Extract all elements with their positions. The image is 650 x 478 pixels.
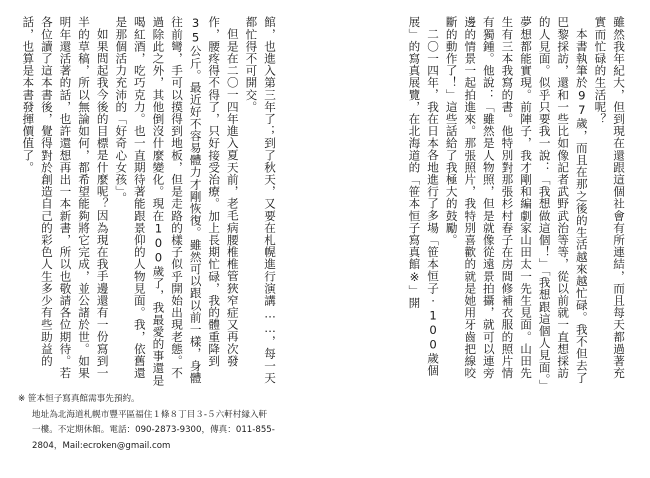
right-page-body — [343, 16, 628, 388]
right-page — [325, 0, 650, 478]
footnote-mail: 2804，Mail:ecroken@gmail.com — [32, 440, 171, 451]
paragraph: 二〇一四年，我在日本各地進行了多場「笹本恒子‧100歲個展」的寫真展覽，在北海道的「笹本恒子寫真館※」開 — [407, 16, 441, 376]
left-page-body — [14, 16, 279, 388]
paragraph: 本書執筆於97歲，而且在那之後的生活越來越忙碌。我不但去了巴黎採訪，還和一些比如像記者武野武治等等，從以前就一直想採訪的人見面。似乎只要我一說：「我想做這個！」「我想跟這個人見面。」夢想都能實現。前陣子，我才剛和編劇家山田太一先生見面。山田先生有三本我寫的書。他特別對那張杉村春子在房間修補衣服的照片情有獨鍾。他說：「雖然是人物照，但是就像從遠景拍攝，就可以連旁邊的情景一起拍進來。那張照片，我特別喜歡的就是她用牙齒把線咬斷的動作了！」這些話給了我極大的鼓勵。 — [444, 16, 589, 386]
footnote — [18, 392, 310, 454]
footnote-address: 地址為北海道札幌市豐平區福住１條８丁目３-５六軒村縁入軒 — [32, 409, 268, 420]
paragraph: 如果問起我今後的目標是什麼呢？因為現在我手邊還有一份寫到一半的草稿，所以無論如何，都希望能夠將它完成，並公諸於世。如果明年還活著的話，也許還想再出一本新書，所以也敬請各位期待。若各位讀了這本書後，覺得對於創造自己的彩色人生多少有些助益的話，也算是本書發揮價值了。 — [21, 16, 110, 379]
footnote-contact: 一樓。不定期休館。電話：090-2873-9300，傳真：011-855- — [32, 425, 275, 435]
paragraph: 館，也進入第三年了；到了秋天，又要在札幌進行演講……，每一天都忙得不可開交。 — [244, 16, 277, 384]
footnote-note: ※ 笹本恒子寫真館需事先預約。 — [18, 394, 140, 404]
paragraph: 雖然我年紀大，但到現在還跟這個社會有所連結，而且每天都過著充實而忙碌的生活呢？ — [593, 16, 626, 379]
paragraph: 但是在二〇一四年進入夏天前，老毛病腰椎椎管狹窄症又再次發作，腰疼得不得了，只好接受治療。加上長期忙碌，我的體重降到35公斤。最近好不容易體力才剛恢復。雖然可以跟以前一樣，身體往前彎，手可以摸得到地板，但是走路的樣子似乎開始出現老態。不過除此之外，其他倒沒什麼變化。現在100歲了，我最愛的事還是喝紅酒，吃巧克力。也一直期待著能跟景仰的人物見面。我，依舊還是那個活力充沛的「好奇心女孩」。 — [114, 16, 240, 387]
